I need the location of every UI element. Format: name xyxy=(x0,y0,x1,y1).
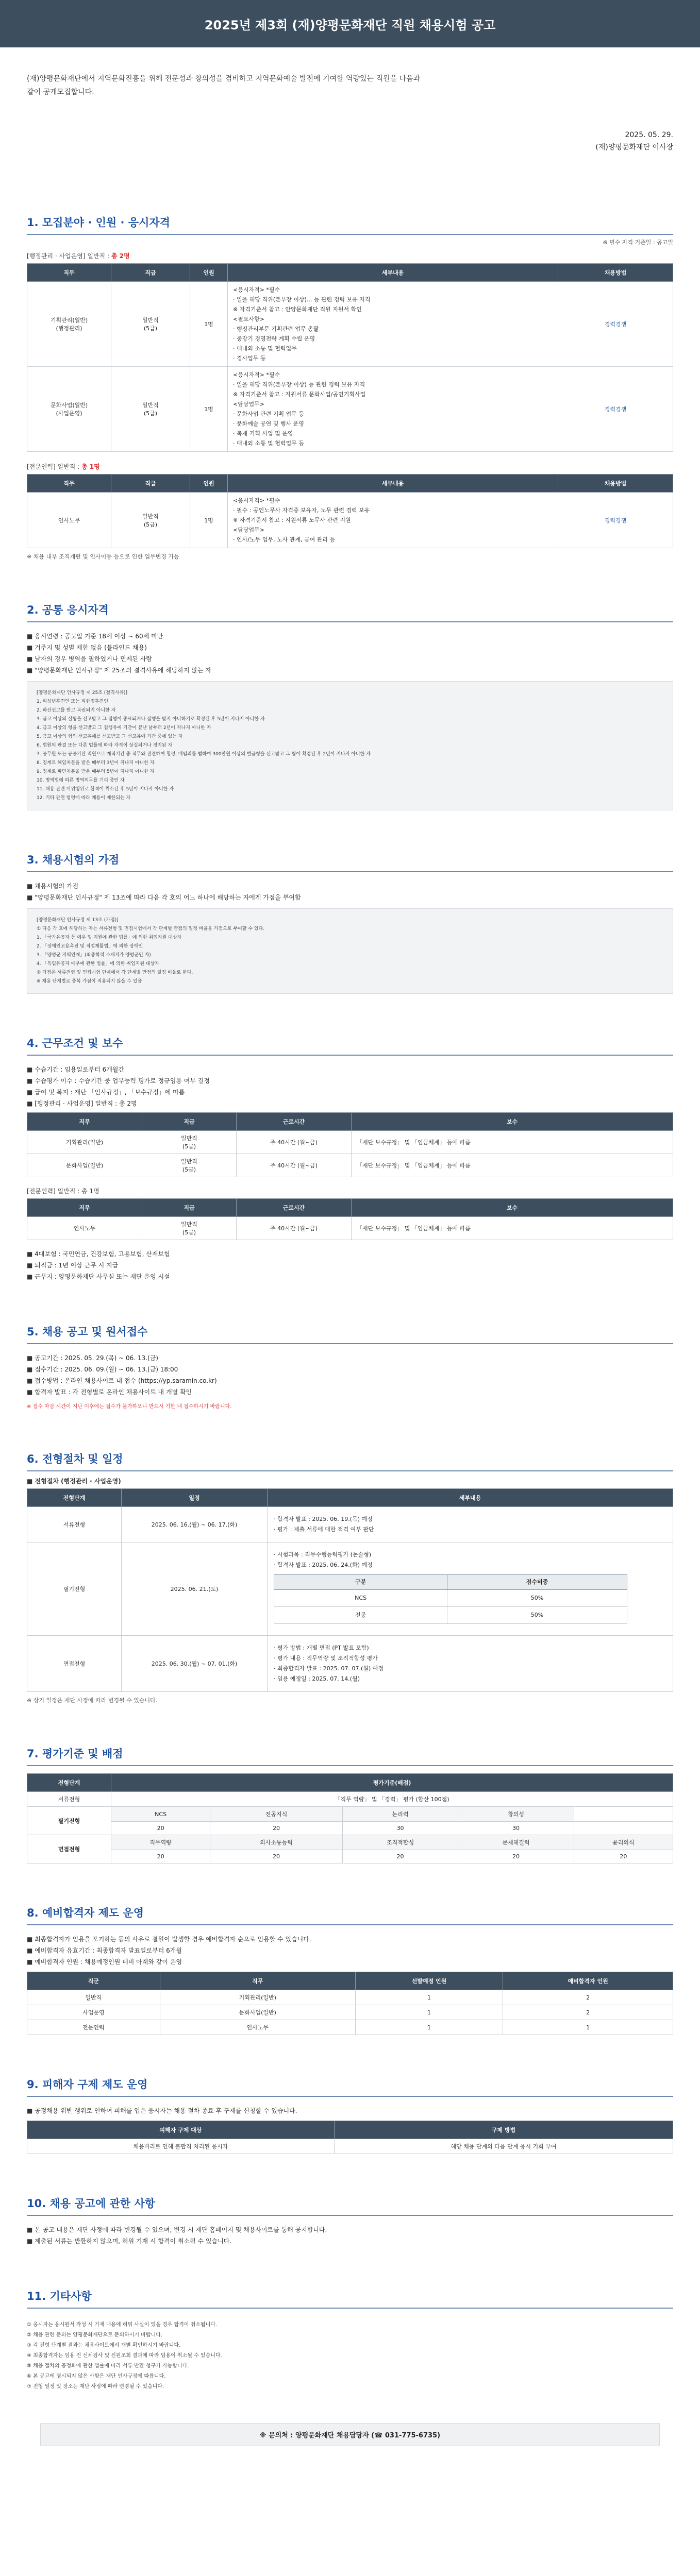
bullet-list xyxy=(27,631,673,676)
detail-line: · 필수 : 공인노무사 자격증 보유자, 노무 관련 경력 보유 xyxy=(233,507,370,514)
section-title: 2. 공통 응시자격 xyxy=(27,604,109,616)
bullet-list xyxy=(27,1352,673,1398)
th-pay: 보수 xyxy=(352,1113,673,1131)
detail-line: <응시자격> *필수 xyxy=(233,371,280,378)
box-line: 3. 금고 이상의 실형을 선고받고 그 집행이 종료되거나 집행을 받지 아니하기로 확정된 후 5년이 지나지 아니한 자 xyxy=(37,717,265,722)
detail-line: · 대내외 소통 및 협력업무 xyxy=(233,345,297,352)
section-title: 10. 채용 공고에 관한 사항 xyxy=(27,2197,156,2210)
detail-line: · 임용 예정일 : 2025. 07. 14.(월) xyxy=(274,1675,360,1682)
cell-date: 2025. 06. 30.(월) ~ 07. 01.(화) xyxy=(122,1636,268,1692)
reserve-table xyxy=(27,1972,673,2035)
box-line: 4. 금고 이상의 형을 선고받고 그 집행유예 기간이 끝난 날부터 2년이 지나지 아니한 자 xyxy=(37,725,211,731)
cell-stage: 필기전형 xyxy=(27,1543,122,1636)
score-value: 20 xyxy=(210,1822,343,1835)
warning-note: ※ 접수 마감 시간이 지난 이후에는 접수가 불가하오니 반드시 기한 내 접수하시기 바랍니다. xyxy=(27,1404,232,1410)
bullet-item: ■ 응시연령 : 공고일 기준 18세 이상 ~ 60세 미만 xyxy=(27,631,673,642)
cell-stage: 면접전형 xyxy=(27,1636,122,1692)
box-line: ① 다음 각 호에 해당하는 자는 서류전형 및 면접시험에서 각 단계별 만점의 일정 비율을 가점으로 부여할 수 있다. xyxy=(37,926,265,931)
th-pay: 보수 xyxy=(352,1199,673,1217)
subheading-prefix: [행정관리 · 사업운영] 일반직 : xyxy=(27,252,109,260)
detail-line: ※ 자격기준서 참고 : 지원서류 노무사 관련 지원 xyxy=(233,517,351,523)
th-grade: 직급 xyxy=(111,474,190,493)
cell-job: 기획관리(일반) (행정관리) xyxy=(27,282,111,367)
remedy-table-body xyxy=(27,2139,673,2154)
detail-line: · 일을 해당 직위(본부장 이상) 등 관련 경력 보유 자격 xyxy=(233,381,365,388)
section-title: 4. 근무조건 및 보수 xyxy=(27,1037,123,1049)
bullet-item: ■ 근무지 : 양평문화재단 사무실 또는 재단 운영 시설 xyxy=(27,1271,673,1282)
box-line: ⑥ 본 공고에 명시되지 않은 사항은 재단 인사규정에 따릅니다. xyxy=(27,2374,166,2379)
inner-cell: NCS xyxy=(274,1590,447,1607)
bullet-list xyxy=(27,1934,673,1968)
th-target: 피해자 구제 대상 xyxy=(27,2121,335,2139)
th-grade: 직급 xyxy=(142,1113,237,1131)
detail-line: · 인사/노무 업무, 노사 관계, 급여 관리 등 xyxy=(233,536,336,543)
detail-line: · 평가 : 제출 서류에 대한 적격 여부 판단 xyxy=(274,1526,374,1533)
cell-count: 1명 xyxy=(190,367,228,452)
table-cell: 2 xyxy=(503,1990,673,2005)
detail-line: ※ 자격기준서 참고 : 안양문화재단 직원 지원서 확인 xyxy=(233,306,362,313)
detail-line: · 시험과목 : 직무수행능력평가 (논술형) xyxy=(274,1551,372,1558)
cell-count: 1명 xyxy=(190,282,228,367)
score-value: 20 xyxy=(458,1850,574,1863)
bullet-item: ■ 최종합격자가 임용을 포기하는 등의 사유로 결원이 발생할 경우 예비합격자 순으로 임용할 수 있습니다. xyxy=(27,1934,673,1945)
bullet-item: ■ 수습평가 이수 : 수습기간 중 업무능력 평가로 정규임용 여부 결정 xyxy=(27,1075,673,1087)
table-row xyxy=(27,1154,673,1177)
section-divider xyxy=(27,1343,673,1344)
th-details: 세부내용 xyxy=(228,474,558,493)
bullet-item: ■ "양평문화재단 인사규정" 제 25조의 결격사유에 해당하지 않는 자 xyxy=(27,665,673,676)
score-value: 20 xyxy=(111,1850,210,1863)
th-hours: 근로시간 xyxy=(237,1113,352,1131)
th-job: 직무 xyxy=(160,1972,355,1990)
th-stage: 전형단계 xyxy=(27,1489,122,1507)
announcer: (재)양평문화재단 이사장 xyxy=(595,143,673,151)
score-col-label: 전공지식 xyxy=(210,1807,343,1822)
box-line: ※ 채용 단계별로 중복 가점이 적용되지 않을 수 있음 xyxy=(37,979,142,984)
cell-stage: 서류전형 xyxy=(27,1792,111,1807)
content xyxy=(0,72,700,2462)
box-line: ④ 최종합격자는 임용 전 신체검사 및 신원조회 결과에 따라 임용이 취소될 수 있습니다. xyxy=(27,2353,222,2359)
th-count: 인원 xyxy=(190,474,228,493)
section-title: 3. 채용시험의 가점 xyxy=(27,854,120,866)
score-values-row xyxy=(27,1850,673,1863)
th-reserve: 예비합격자 인원 xyxy=(503,1972,673,1990)
th-date: 일정 xyxy=(122,1489,268,1507)
table-row xyxy=(27,2005,673,2020)
cell-grade: 일반직 (5급) xyxy=(142,1217,237,1240)
cell-grade: 일반직 (5급) xyxy=(111,493,190,548)
box-line: ⑤ 채용 절차의 공정화에 관한 법률에 따라 서류 반환 청구가 가능합니다. xyxy=(27,2363,189,2369)
bullet-item: ■ 급여 및 복지 : 재단 「인사규정」, 「보수규정」에 따름 xyxy=(27,1087,673,1098)
reserve-table-body xyxy=(27,1990,673,2035)
misc-list xyxy=(27,2314,673,2398)
bullet-list xyxy=(27,1248,673,1282)
announce-date: 2025. 05. 29. xyxy=(625,131,673,139)
cell-job: 인사노무 xyxy=(27,493,111,548)
footnote: ※ 채용 내부 조직개편 및 인사이동 등으로 인한 업무변경 가능 xyxy=(27,553,179,560)
section-divider xyxy=(27,621,673,622)
bullet-list xyxy=(27,2224,673,2247)
section-divider xyxy=(27,1470,673,1471)
inner-row xyxy=(274,1590,627,1607)
table-cell: 2 xyxy=(503,2005,673,2020)
box-line: 11. 채용 관련 비위행위로 합격이 취소된 후 5년이 지나지 아니한 자 xyxy=(37,787,174,792)
box-line: 7. 공무원 또는 공공기관 직원으로 재직기간 중 직무와 관련하여 횡령, 배임죄를 범하여 300만원 이상의 벌금형을 선고받고 그 형이 확정된 후 2년이 지나지 아니한 자 xyxy=(37,752,371,757)
cell-details xyxy=(268,1636,673,1692)
box-line: ② 가점은 서류전형 및 면접시험 단계에서 각 단계별 만점의 일정 비율로 한다. xyxy=(37,970,193,975)
cell-job: 인사노무 xyxy=(27,1217,142,1240)
cell-count: 1명 xyxy=(190,493,228,548)
cell-date: 2025. 06. 16.(월) ~ 06. 17.(화) xyxy=(122,1507,268,1543)
page-title: 2025년 제3회 (재)양평문화재단 직원 채용시험 공고 xyxy=(204,18,496,32)
intro-text: (재)양평문화재단에서 지역문화진흥을 위해 전문성과 창의성을 겸비하고 지역문화예술 발전에 기여할 역량있는 직원을 다음과 같이 공개모집합니다. xyxy=(27,75,421,96)
box-line: 2. 「장애인고용촉진 및 직업재활법」에 의한 장애인 xyxy=(37,944,143,949)
bullet-item: ■ 공고기간 : 2025. 05. 29.(목) ~ 06. 13.(금) xyxy=(27,1352,673,1364)
contact-footer: ※ 문의처 : 양평문화재단 채용담당자 (☎ 031-775-6735) xyxy=(40,2423,660,2446)
table-row xyxy=(27,1990,673,2005)
bullet-list xyxy=(27,2105,673,2116)
score-cols-row xyxy=(27,1835,673,1850)
cell-grade: 일반직 (5급) xyxy=(111,367,190,452)
cell-job: 기획관리(일반) xyxy=(27,1131,142,1154)
bullet-item: ■ 남자의 경우 병역을 필하였거나 면제된 사람 xyxy=(27,653,673,665)
cell-pay: 「재단 보수규정」 및 「임금체계」 등에 따름 xyxy=(352,1217,673,1240)
score-value: 30 xyxy=(458,1822,574,1835)
score-table xyxy=(27,1773,673,1863)
bullet-item: ■ 예비합격자 인원 : 채용예정인원 대비 아래와 같이 운영 xyxy=(27,1956,673,1968)
cell-job: 문화사업(일반) (사업운영) xyxy=(27,367,111,452)
process-table-body xyxy=(27,1507,673,1692)
bullet-item: ■ 채용시험의 가점 xyxy=(27,880,673,892)
section-divider xyxy=(27,871,673,872)
score-col-label: 논리력 xyxy=(342,1807,458,1822)
box-line: ① 응시자는 응시원서 작성 시 기재 내용에 허위 사실이 있을 경우 합격이 취소됩니다. xyxy=(27,2322,218,2328)
section-title: 7. 평가기준 및 배점 xyxy=(27,1748,123,1760)
detail-line: ※ 자격기준서 참고 : 지원서류 문화사업/공연기획사업 xyxy=(233,391,366,398)
bullet-item: ■ 예비합격자 유효기간 : 최종합격자 발표일로부터 6개월 xyxy=(27,1945,673,1956)
detail-line: · 행정관리부문 기획관련 업무 총괄 xyxy=(233,326,319,332)
cell-date: 2025. 06. 21.(토) xyxy=(122,1543,268,1636)
score-col-label: 문제해결력 xyxy=(458,1835,574,1850)
section-divider xyxy=(27,234,673,235)
cell-stage: 서류전형 xyxy=(27,1507,122,1543)
subheading-total: 총 1명 xyxy=(81,463,100,470)
cell-method: 경력경쟁 xyxy=(558,493,673,548)
bullet-item: ■ 본 공고 내용은 재단 사정에 따라 변경될 수 있으며, 변경 시 재단 홈페이지 및 채용사이트를 통해 공지합니다. xyxy=(27,2224,673,2235)
box-line: 5. 금고 이상의 형의 선고유예를 선고받고 그 선고유예 기간 중에 있는 자 xyxy=(37,734,183,739)
detail-line: · 중장기 경영전략 계획 수립 운영 xyxy=(233,335,315,342)
cell-stage: 면접전형 xyxy=(27,1835,111,1863)
table-row xyxy=(27,1636,673,1692)
bottom-spacer xyxy=(27,2446,673,2462)
score-cols-row xyxy=(27,1807,673,1822)
inner-cell: 50% xyxy=(447,1607,627,1624)
bullet-item: ■ [행정관리 · 사업운영] 일반직 : 총 2명 xyxy=(27,1098,673,1109)
table-cell: 인사노무 xyxy=(160,2020,355,2035)
th-details: 세부내용 xyxy=(228,264,558,282)
cell-grade: 일반직 (5급) xyxy=(142,1131,237,1154)
box-line: 12. 기타 관련 법령에 따라 채용이 제한되는 자 xyxy=(37,795,131,801)
section-title: 6. 전형절차 및 일정 xyxy=(27,1453,123,1465)
box-line: 4. 「독립유공자 예우에 관한 법률」에 의한 취업지원 대상자 xyxy=(37,961,159,967)
bullet-item: ■ 수습기간 : 임용일로부터 6개월간 xyxy=(27,1064,673,1075)
score-value: 20 xyxy=(342,1850,458,1863)
subheading-prefix: [전문인력] 일반직 : xyxy=(27,463,80,470)
th-criteria: 평가기준(배점) xyxy=(111,1774,673,1792)
bullet-item: ■ "양평문화재단 인사규정" 제 13조에 따라 다음 각 호의 어느 하나에 해당하는 자에게 가점을 부여함 xyxy=(27,892,673,903)
detail-line: · 최종합격자 발표 : 2025. 07. 07.(월) 예정 xyxy=(274,1665,384,1672)
cell-grade: 일반직 (5급) xyxy=(111,282,190,367)
announce-date-block xyxy=(27,129,673,154)
score-col-label: 윤리의식 xyxy=(574,1835,673,1850)
section-divider xyxy=(27,2096,673,2097)
table-cell: 전문인력 xyxy=(27,2020,160,2035)
inner-th: 점수비중 xyxy=(447,1575,627,1590)
bullet-item: ■ 접수기간 : 2025. 06. 09.(월) ~ 06. 13.(금) 18:00 xyxy=(27,1364,673,1375)
th-job: 직무 xyxy=(27,474,111,493)
score-value: 20 xyxy=(574,1850,673,1863)
regulation-box xyxy=(27,681,673,810)
bullet-item: ■ 제출된 서류는 반환하지 않으며, 허위 기재 시 합격이 취소될 수 있습니다. xyxy=(27,2235,673,2247)
score-col-label: 직무역량 xyxy=(111,1835,210,1850)
table-row xyxy=(27,2139,673,2154)
th-details: 세부내용 xyxy=(268,1489,673,1507)
box-line: 9. 징계로 파면처분을 받은 때부터 5년이 지나지 아니한 자 xyxy=(37,769,155,774)
section-title: 9. 피해자 구제 제도 운영 xyxy=(27,2078,148,2091)
bullet-item: ■ 공정채용 위반 행위로 인하여 피해를 입은 응시자는 채용 절차 종료 후 구제를 신청할 수 있습니다. xyxy=(27,2105,673,2116)
table-cell: 채용비리로 인해 불합격 처리된 응시자 xyxy=(27,2139,335,2154)
section-title: 5. 채용 공고 및 원서접수 xyxy=(27,1326,148,1338)
section-title: 11. 기타사항 xyxy=(27,2290,92,2302)
bullet-list xyxy=(27,1064,673,1109)
table-row xyxy=(27,367,673,452)
section-divider xyxy=(27,1924,673,1925)
table-row xyxy=(27,1543,673,1636)
remedy-table xyxy=(27,2121,673,2154)
note-right: ※ 필수 자격 기준일 : 공고일 xyxy=(603,239,673,246)
table-row xyxy=(27,493,673,548)
bullet-item: ■ 합격자 발표 : 각 전형별로 온라인 채용사이트 내 개별 확인 xyxy=(27,1386,673,1398)
th-group: 직군 xyxy=(27,1972,160,1990)
table-row xyxy=(27,282,673,367)
cell-criteria: 「직무 역량」 및 「경력」 평가 (합산 100점) xyxy=(111,1792,673,1807)
detail-line: · 일을 해당 직위(본부장 이상)... 등 관련 경력 보유 자격 xyxy=(233,296,371,303)
box-line: 1. 「국가유공자 등 예우 및 지원에 관한 법률」에 의한 취업지원 대상자 xyxy=(37,935,182,940)
cell-method: 경력경쟁 xyxy=(558,367,673,452)
inner-th: 구분 xyxy=(274,1575,447,1590)
section-divider xyxy=(27,2308,673,2309)
cell-stage: 필기전형 xyxy=(27,1807,111,1835)
table-row xyxy=(27,1217,673,1240)
section-title: 8. 예비합격자 제도 운영 xyxy=(27,1907,144,1919)
section-divider xyxy=(27,1765,673,1766)
cell-pay: 「재단 보수규정」 및 「임금체계」 등에 따름 xyxy=(352,1154,673,1177)
detail-line: · 평가 내용 : 직무역량 및 조직적합성 평가 xyxy=(274,1655,378,1662)
recruit-table xyxy=(27,263,673,452)
table-row xyxy=(27,1792,673,1807)
table-cell: 1 xyxy=(355,2005,503,2020)
score-value: 20 xyxy=(210,1850,343,1863)
box-line: ② 채용 관련 문의는 양평문화재단으로 문의하시기 바랍니다. xyxy=(27,2332,163,2338)
work-table-2 xyxy=(27,1198,673,1240)
table-cell: 사업운영 xyxy=(27,2005,160,2020)
work-table xyxy=(27,1112,673,1177)
regulation-box xyxy=(27,908,673,994)
th-method: 채용방법 xyxy=(558,264,673,282)
work-table-body xyxy=(27,1131,673,1177)
table-cell: 1 xyxy=(355,1990,503,2005)
subheading xyxy=(27,251,673,260)
inner-row xyxy=(274,1607,627,1624)
table-cell: 문화사업(일반) xyxy=(160,2005,355,2020)
cell-details xyxy=(228,367,558,452)
table-cell: 1 xyxy=(355,2020,503,2035)
box-line: 8. 징계로 해임처분을 받은 때부터 3년이 지나지 아니한 자 xyxy=(37,760,155,766)
table-cell: 1 xyxy=(503,2020,673,2035)
section-divider xyxy=(27,2215,673,2216)
cell-details xyxy=(228,493,558,548)
cell-hours: 주 40시간 (월~금) xyxy=(237,1131,352,1154)
table-cell: 일반직 xyxy=(27,1990,160,2005)
subheading-total: 총 2명 xyxy=(111,252,130,260)
recruit-table-body xyxy=(27,282,673,452)
box-line: 1. 피성년후견인 또는 피한정후견인 xyxy=(37,699,108,704)
th-job: 직무 xyxy=(27,264,111,282)
cell-job: 문화사업(일반) xyxy=(27,1154,142,1177)
score-table-body xyxy=(27,1774,673,1863)
cell-hours: 주 40시간 (월~금) xyxy=(237,1217,352,1240)
score-col-label: 창의성 xyxy=(458,1807,574,1822)
bullet-item: ■ 4대보험 : 국민연금, 건강보험, 고용보험, 산재보험 xyxy=(27,1248,673,1260)
th-grade: 직급 xyxy=(111,264,190,282)
bullet-item: ■ 접수방법 : 온라인 채용사이트 내 접수 (https://yp.saramin.co.kr) xyxy=(27,1375,673,1386)
score-col-label: 의사소통능력 xyxy=(210,1835,343,1850)
section-divider xyxy=(27,1055,673,1056)
detail-line: <담당업무> xyxy=(233,527,264,533)
detail-line: · 경사업무 등 xyxy=(233,355,266,362)
cell-hours: 주 40시간 (월~금) xyxy=(237,1154,352,1177)
detail-line: · 합격자 발표 : 2025. 06. 19.(목) 예정 xyxy=(274,1516,373,1522)
th-planned: 선발예정 인원 xyxy=(355,1972,503,1990)
subheading-2 xyxy=(27,462,673,471)
footnote: ※ 상기 일정은 재단 사정에 따라 변경될 수 있습니다. xyxy=(27,1697,158,1704)
bullet-item: ■ 퇴직금 : 1년 이상 근무 시 지급 xyxy=(27,1260,673,1271)
box-line: ⑦ 전형 일정 및 장소는 재단 사정에 따라 변경될 수 있습니다. xyxy=(27,2384,164,2389)
detail-line: · 평가 방법 : 개별 면접 (PT 발표 포함) xyxy=(274,1645,369,1651)
score-col-label: 조직적합성 xyxy=(342,1835,458,1850)
th-grade: 직급 xyxy=(142,1199,237,1217)
recruit-table-2-body xyxy=(27,493,673,548)
th-count: 인원 xyxy=(190,264,228,282)
detail-line: <응시자격> *필수 xyxy=(233,286,280,293)
cell-grade: 일반직 (5급) xyxy=(142,1154,237,1177)
cell-details xyxy=(228,282,558,367)
cell-method: 경력경쟁 xyxy=(558,282,673,367)
bullet-list xyxy=(27,880,673,903)
table-row xyxy=(27,2020,673,2035)
score-value: 30 xyxy=(342,1822,458,1835)
cell-details xyxy=(268,1543,673,1636)
detail-line: · 대내외 소통 및 협력업무 등 xyxy=(233,440,304,447)
th-method: 채용방법 xyxy=(558,474,673,493)
th-job: 직무 xyxy=(27,1113,142,1131)
box-line: [양평문화재단 인사규정 제 25조 (결격사유)] xyxy=(37,690,128,696)
inner-cell: 50% xyxy=(447,1590,627,1607)
th-hours: 근로시간 xyxy=(237,1199,352,1217)
box-line: 10. 병역법에 따른 병역의무를 기피 중인 자 xyxy=(37,778,125,783)
table-row xyxy=(27,1131,673,1154)
th-method: 구제 방법 xyxy=(334,2121,673,2139)
inner-header-row xyxy=(274,1575,627,1590)
cell-pay: 「재단 보수규정」 및 「임금체계」 등에 따름 xyxy=(352,1131,673,1154)
detail-line: · 합격자 발표 : 2025. 06. 24.(화) 예정 xyxy=(274,1562,373,1568)
subheading: ■ 전형절차 (행정관리 · 사업운영) xyxy=(27,1478,121,1485)
detail-line: · 문화예술 공연 및 행사 운영 xyxy=(233,420,304,427)
detail-line: <필요사항> xyxy=(233,316,264,323)
empty-cell xyxy=(574,1822,673,1835)
box-line: 3. 「양평군 지역인재」(최종학력 소재지가 양평군인 자) xyxy=(37,953,151,958)
score-values-row xyxy=(27,1822,673,1835)
score-header-row xyxy=(27,1774,673,1792)
th-job: 직무 xyxy=(27,1199,142,1217)
detail-line: · 문화사업 관련 기획 업무 등 xyxy=(233,411,304,417)
detail-line: <응시자격> *필수 xyxy=(233,497,280,504)
empty-cell xyxy=(574,1807,673,1822)
box-line: ③ 각 전형 단계별 결과는 채용사이트에서 개별 확인하시기 바랍니다. xyxy=(27,2343,181,2348)
section-title: 1. 모집분야 · 인원 · 응시자격 xyxy=(27,216,170,229)
inner-score-table xyxy=(274,1574,627,1624)
cell-details xyxy=(268,1507,673,1543)
detail-line: · 축제 기획 사업 및 운영 xyxy=(233,430,293,437)
table-cell: 기획관리(일반) xyxy=(160,1990,355,2005)
detail-line: <담당업무> xyxy=(233,401,264,408)
score-col-label: NCS xyxy=(111,1807,210,1822)
th-stage: 전형단계 xyxy=(27,1774,111,1792)
box-line: 6. 법원의 판결 또는 다른 법률에 따라 자격이 상실되거나 정지된 자 xyxy=(37,743,173,748)
subheading: [전문인력] 일반직 : 총 1명 xyxy=(27,1188,99,1195)
process-table xyxy=(27,1488,673,1692)
recruit-table-2 xyxy=(27,474,673,548)
box-line: 2. 파산선고를 받고 복권되지 아니한 자 xyxy=(37,708,116,713)
page-title-bar xyxy=(0,0,700,47)
table-row xyxy=(27,1507,673,1543)
box-line: [양평문화재단 인사규정 제 13조 (가점)] xyxy=(37,918,119,923)
score-value: 20 xyxy=(111,1822,210,1835)
inner-cell: 전공 xyxy=(274,1607,447,1624)
bullet-item: ■ 거주지 및 성별 제한 없음 (블라인드 채용) xyxy=(27,642,673,653)
table-cell: 해당 채용 단계의 다음 단계 응시 기회 부여 xyxy=(334,2139,673,2154)
work-table-2-body xyxy=(27,1217,673,1240)
